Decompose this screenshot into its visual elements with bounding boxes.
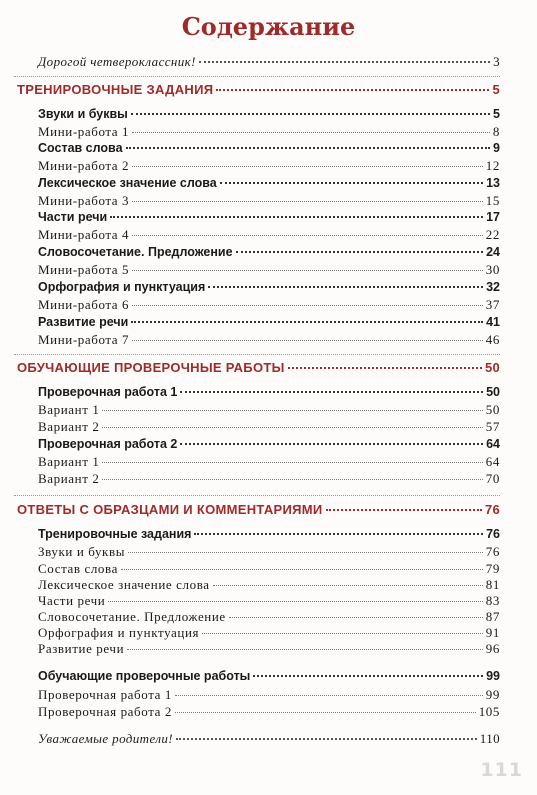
topic-label: Звуки и буквы — [38, 107, 128, 121]
dot-leader — [127, 649, 483, 650]
subentry-page: 22 — [485, 227, 500, 242]
toc-topic[interactable] — [38, 176, 500, 190]
toc-subentry[interactable] — [38, 593, 500, 609]
toc-subentry[interactable] — [38, 544, 500, 560]
separator — [14, 495, 500, 496]
dot-leader — [180, 391, 483, 393]
dot-leader — [176, 738, 477, 740]
dot-leader — [180, 443, 483, 445]
subentry-label: Части речи — [38, 593, 106, 608]
section-page: 50 — [484, 360, 500, 375]
entry-label: Уважаемые родители! — [38, 731, 174, 746]
subentry-label: Развитие речи — [38, 641, 125, 656]
subentry-label: Лексическое значение слова — [38, 577, 210, 592]
subentry-page: 105 — [478, 704, 500, 719]
subentry-label: Мини-работа 5 — [38, 262, 130, 277]
entry-label: Дорогой четвероклассник! — [38, 54, 196, 69]
subentry-page: 15 — [485, 193, 500, 208]
subentry-label: Проверочная работа 1 — [38, 687, 172, 702]
dot-leader — [131, 321, 483, 323]
subentry-page: 64 — [485, 454, 500, 469]
topic-page: 76 — [486, 527, 500, 541]
toc-subentry[interactable] — [38, 332, 500, 348]
dot-leader — [288, 367, 482, 369]
dot-leader — [132, 235, 483, 236]
subentry-page: 50 — [485, 402, 500, 417]
topic-page: 17 — [486, 210, 500, 224]
subentry-page: 96 — [485, 641, 500, 656]
toc-subentry[interactable] — [38, 262, 500, 278]
toc-subentry[interactable] — [38, 402, 500, 418]
subentry-label: Вариант 2 — [38, 471, 100, 486]
dot-leader — [132, 305, 483, 306]
topic-label: Проверочная работа 2 — [38, 437, 178, 451]
subentry-label: Мини-работа 4 — [38, 227, 130, 242]
dot-leader — [102, 410, 482, 411]
subentry-label: Мини-работа 1 — [38, 124, 130, 139]
subentry-page: 12 — [485, 158, 500, 173]
toc-subentry[interactable] — [38, 454, 500, 470]
dot-leader — [236, 251, 484, 253]
topic-label: Тренировочные задания — [38, 527, 192, 541]
topic-label: Развитие речи — [38, 315, 129, 329]
section-page: 76 — [484, 502, 500, 517]
dot-leader — [132, 166, 483, 167]
toc-topic[interactable] — [38, 141, 500, 155]
toc-topic[interactable] — [38, 669, 500, 683]
dot-leader — [132, 340, 483, 341]
topic-page: 50 — [486, 385, 500, 399]
topic-label: Части речи — [38, 210, 108, 224]
dot-leader — [213, 585, 483, 586]
subentry-page: 8 — [492, 124, 500, 139]
subentry-label: Мини-работа 3 — [38, 193, 130, 208]
subentry-label: Мини-работа 7 — [38, 332, 130, 347]
entry-page: 110 — [479, 731, 500, 746]
subentry-label: Состав слова — [38, 561, 118, 576]
subentry-page: 83 — [485, 593, 500, 608]
toc-subentry[interactable] — [38, 193, 500, 209]
dot-leader — [194, 533, 483, 535]
dot-leader — [175, 712, 476, 713]
topic-page: 99 — [486, 669, 500, 683]
topic-page: 64 — [486, 437, 500, 451]
section-label: ОБУЧАЮЩИЕ ПРОВЕРОЧНЫЕ РАБОТЫ — [17, 360, 285, 375]
toc-topic[interactable] — [38, 245, 500, 259]
toc-subentry[interactable] — [38, 704, 500, 720]
topic-page: 13 — [486, 176, 500, 190]
toc-subentry[interactable] — [38, 561, 500, 577]
topic-label: Словосочетание. Предложение — [38, 245, 233, 259]
toc-topic[interactable] — [38, 385, 500, 399]
subentry-label: Вариант 1 — [38, 402, 100, 417]
topic-page: 5 — [493, 107, 500, 121]
toc-outro-entry[interactable] — [38, 731, 500, 747]
subentry-page: 57 — [485, 419, 500, 434]
dot-leader — [132, 132, 490, 133]
toc-topic[interactable] — [38, 280, 500, 294]
topic-page: 24 — [486, 245, 500, 259]
dot-leader — [253, 675, 483, 677]
toc-section-answers[interactable] — [17, 502, 500, 517]
page-title: Содержание — [181, 12, 356, 41]
dot-leader — [326, 509, 482, 511]
section-label: ОТВЕТЫ С ОБРАЗЦАМИ И КОММЕНТАРИЯМИ — [17, 502, 323, 517]
toc-subentry[interactable] — [38, 687, 500, 703]
topic-label: Орфография и пунктуация — [38, 280, 206, 294]
dot-leader — [102, 462, 482, 463]
subentry-label: Словосочетание. Предложение — [38, 609, 226, 624]
subentry-label: Проверочная работа 2 — [38, 704, 172, 719]
subentry-page: 99 — [485, 687, 500, 702]
toc-topic[interactable] — [38, 210, 500, 224]
dot-leader — [102, 479, 482, 480]
subentry-page: 87 — [485, 609, 500, 624]
subentry-page: 91 — [485, 625, 500, 640]
topic-label: Состав слова — [38, 141, 123, 155]
toc-subentry[interactable] — [38, 158, 500, 174]
dot-leader — [121, 569, 483, 570]
topic-page: 9 — [493, 141, 500, 155]
dot-leader — [175, 695, 483, 696]
section-label: ТРЕНИРОВОЧНЫЕ ЗАДАНИЯ — [17, 82, 214, 97]
toc-subentry[interactable] — [38, 609, 500, 625]
topic-label: Обучающие проверочные работы — [38, 669, 251, 683]
subentry-page: 79 — [485, 561, 500, 576]
toc-section-training[interactable] — [17, 82, 500, 97]
separator — [14, 76, 500, 77]
separator — [14, 354, 500, 355]
dot-leader — [216, 89, 489, 91]
subentry-label: Мини-работа 2 — [38, 158, 130, 173]
dot-leader — [102, 427, 482, 428]
topic-label: Лексическое значение слова — [38, 176, 217, 190]
dot-leader — [202, 633, 483, 634]
dot-leader — [132, 201, 483, 202]
subentry-label: Вариант 2 — [38, 419, 100, 434]
dot-leader — [108, 601, 482, 602]
toc-topic[interactable] — [38, 437, 500, 451]
dot-leader — [131, 113, 490, 115]
toc-subentry[interactable] — [38, 577, 500, 593]
toc-topic[interactable] — [38, 315, 500, 329]
topic-page: 41 — [486, 315, 500, 329]
toc-subentry[interactable] — [38, 471, 500, 487]
topic-page: 32 — [486, 280, 500, 294]
subentry-label: Мини-работа 6 — [38, 297, 130, 312]
subentry-page: 46 — [485, 332, 500, 347]
dot-leader — [128, 552, 483, 553]
subentry-page: 30 — [485, 262, 500, 277]
dot-leader — [132, 270, 483, 271]
toc-topic[interactable] — [38, 527, 500, 541]
toc-topic[interactable] — [38, 107, 500, 121]
toc-section-tests[interactable] — [17, 360, 500, 375]
toc-subentry[interactable] — [38, 124, 500, 140]
dot-leader — [126, 147, 491, 149]
subentry-page: 81 — [485, 577, 500, 592]
page-number: 111 — [480, 759, 523, 781]
subentry-page: 76 — [485, 544, 500, 559]
subentry-label: Орфография и пунктуация — [38, 625, 200, 640]
toc-subentry[interactable] — [38, 419, 500, 435]
toc-subentry[interactable] — [38, 227, 500, 243]
subentry-label: Звуки и буквы — [38, 544, 126, 559]
section-page: 5 — [492, 82, 500, 97]
dot-leader — [220, 182, 483, 184]
toc-subentry[interactable] — [38, 625, 500, 641]
subentry-page: 70 — [485, 471, 500, 486]
entry-page: 3 — [493, 54, 500, 69]
dot-leader — [208, 286, 483, 288]
topic-label: Проверочная работа 1 — [38, 385, 178, 399]
dot-leader — [229, 617, 483, 618]
toc-subentry[interactable] — [38, 641, 500, 657]
dot-leader — [199, 61, 490, 63]
toc-intro-entry[interactable] — [38, 54, 500, 70]
subentry-page: 37 — [485, 297, 500, 312]
dot-leader — [110, 216, 483, 218]
subentry-label: Вариант 1 — [38, 454, 100, 469]
toc-subentry[interactable] — [38, 297, 500, 313]
